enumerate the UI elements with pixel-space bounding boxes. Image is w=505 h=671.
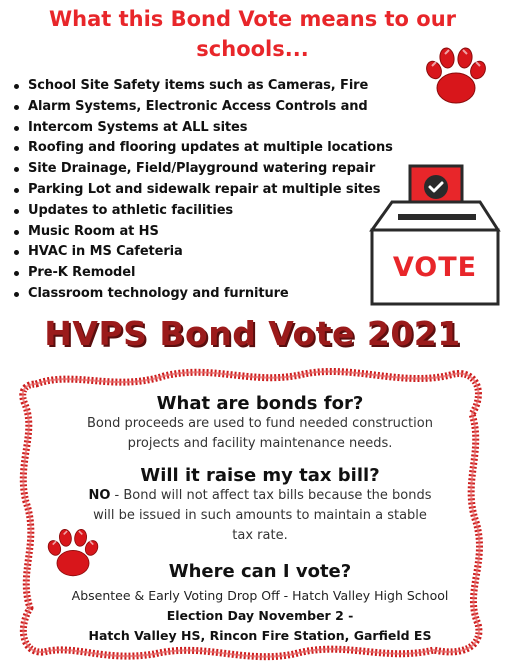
paw-icon (46, 526, 100, 580)
list-item: Intercom Systems at ALL sites (12, 118, 412, 139)
list-item: Pre-K Remodel (12, 263, 412, 284)
answer-no: NO (88, 488, 111, 503)
list-item: Music Room at HS (12, 222, 412, 243)
answer-locations: Hatch Valley HS, Rincon Fire Station, Garfield ES (88, 628, 432, 643)
list-item: Alarm Systems, Electronic Access Controls and (12, 97, 412, 118)
answer-election-day: Election Day November 2 - (166, 608, 354, 623)
heading-line-1: What this Bond Vote means to our (48, 7, 457, 31)
question-tax-bill: Will it raise my tax bill? (140, 465, 380, 486)
answer-early-voting: Absentee & Early Voting Drop Off - Hatch Valley High School (71, 588, 449, 603)
vote-label: VOTE (392, 252, 478, 283)
answer-tax-bill-line-3: tax rate. (232, 528, 288, 543)
answer-bonds-for-line-2: projects and facility maintenance needs. (127, 436, 393, 451)
list-item: HVAC in MS Cafeteria (12, 242, 412, 263)
answer-bonds-for-line-1: Bond proceeds are used to fund needed construction (87, 416, 433, 431)
heading-line-2: schools... (196, 37, 309, 61)
page-title: HVPS Bond Vote 2021 (44, 314, 461, 353)
answer-tax-bill-line-2: will be issued in such amounts to maintain a stable (93, 508, 427, 523)
list-item: Classroom technology and furniture (12, 284, 412, 305)
ballot-box-icon (368, 160, 502, 306)
answer-tax-bill-line-1 (55, 486, 465, 506)
question-where-vote: Where can I vote? (168, 561, 352, 582)
list-item: Site Drainage, Field/Playground watering repair (12, 159, 412, 180)
list-item: Parking Lot and sidewalk repair at multiple sites (12, 180, 412, 201)
list-item: School Site Safety items such as Cameras, Fire (12, 76, 412, 97)
answer-tax-bill-text: - Bond will not affect tax bills because the bonds (110, 488, 432, 503)
checkmark-icon (423, 174, 449, 200)
question-bonds-for: What are bonds for? (156, 393, 364, 414)
paw-icon (424, 44, 488, 108)
improvements-list (12, 76, 412, 305)
list-item: Updates to athletic facilities (12, 201, 412, 222)
list-item: Roofing and flooring updates at multiple locations (12, 138, 412, 159)
